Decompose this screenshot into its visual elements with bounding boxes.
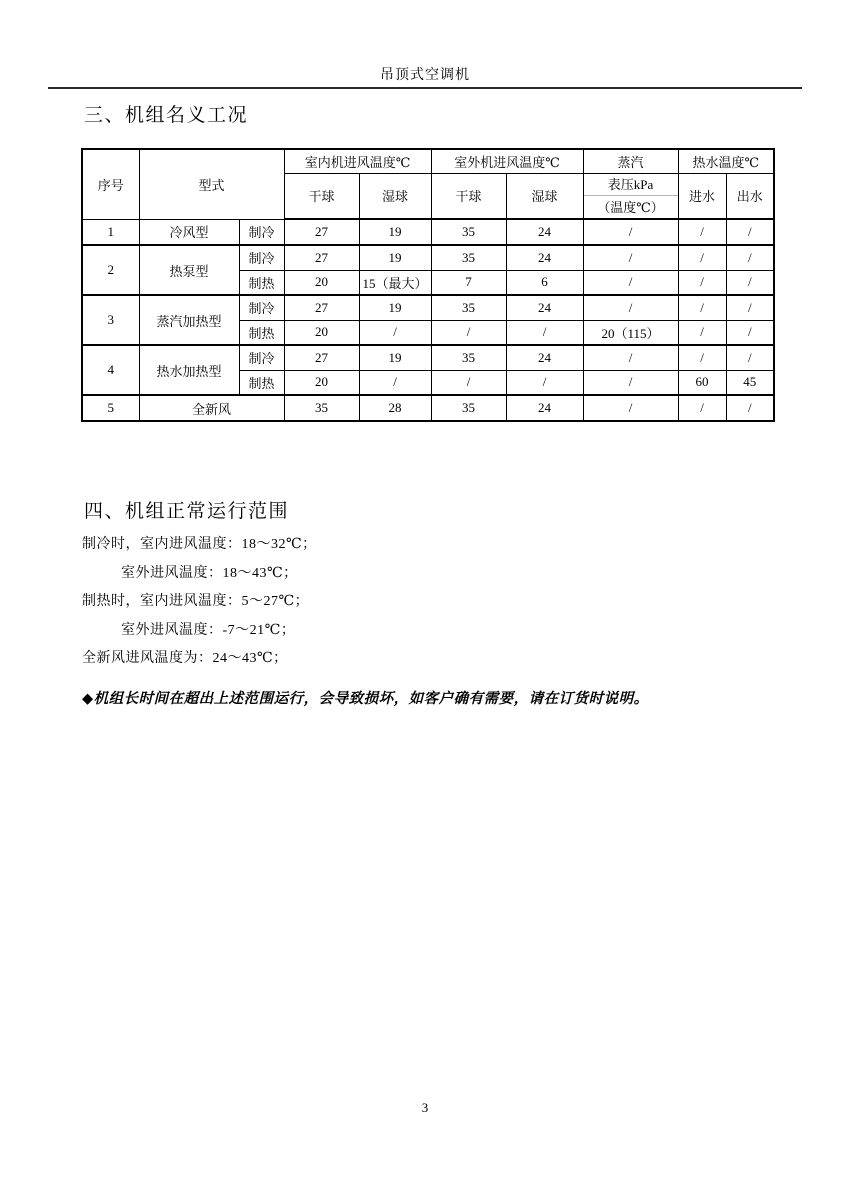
value-cell: 35 xyxy=(431,295,506,320)
value-cell: 19 xyxy=(359,295,431,320)
serial-cell: 1 xyxy=(82,219,139,245)
steam-subheader xyxy=(584,174,678,217)
col-header-indoor-temp: 室内机进风温度℃ xyxy=(284,149,431,173)
value-cell: 20 xyxy=(284,370,359,395)
model-cell: 冷风型 xyxy=(139,219,239,245)
table-row xyxy=(82,245,774,270)
value-cell: 60 xyxy=(678,370,726,395)
value-cell: 45 xyxy=(726,370,774,395)
value-cell: 20 xyxy=(284,320,359,345)
col-header-steam-pressure: 表压kPa xyxy=(584,174,678,196)
table-row xyxy=(82,219,774,245)
value-cell: 27 xyxy=(284,345,359,370)
section-nominal-heading: 三、机组名义工况 xyxy=(84,105,249,126)
col-header-water-inlet: 进水 xyxy=(678,173,726,219)
model-cell: 蒸汽加热型 xyxy=(139,295,239,345)
value-cell: / xyxy=(583,295,678,320)
range-line-fresh-air: 全新风进风温度为：24～43℃； xyxy=(82,651,288,666)
value-cell: / xyxy=(359,320,431,345)
value-cell: / xyxy=(583,219,678,245)
value-cell: / xyxy=(678,219,726,245)
mode-cell: 制冷 xyxy=(239,295,284,320)
mode-cell: 制冷 xyxy=(239,345,284,370)
value-cell: / xyxy=(678,270,726,295)
operating-range-lines xyxy=(82,531,317,674)
serial-cell: 5 xyxy=(82,395,139,421)
value-cell: 19 xyxy=(359,245,431,270)
value-cell: / xyxy=(583,370,678,395)
value-cell: 6 xyxy=(506,270,583,295)
value-cell: 20（115） xyxy=(583,320,678,345)
value-cell: 35 xyxy=(431,395,506,421)
col-header-model: 型式 xyxy=(139,149,284,219)
value-cell: / xyxy=(726,270,774,295)
value-cell: 24 xyxy=(506,219,583,245)
table-row xyxy=(82,345,774,370)
model-cell: 全新风 xyxy=(139,395,284,421)
col-header-dry-bulb-indoor: 干球 xyxy=(284,173,359,219)
mode-cell: 制热 xyxy=(239,320,284,345)
nominal-conditions-table-wrap xyxy=(81,148,775,422)
value-cell: / xyxy=(726,395,774,421)
value-cell: / xyxy=(583,245,678,270)
value-cell: / xyxy=(726,219,774,245)
mode-cell: 制冷 xyxy=(239,219,284,245)
value-cell: / xyxy=(583,395,678,421)
range-line-cooling-outdoor: 室外进风温度：18～43℃； xyxy=(121,565,298,581)
value-cell: / xyxy=(678,395,726,421)
value-cell: / xyxy=(726,320,774,345)
serial-cell: 3 xyxy=(82,295,139,345)
value-cell: / xyxy=(359,370,431,395)
mode-cell: 制冷 xyxy=(239,245,284,270)
header-rule xyxy=(48,87,802,89)
col-header-water-outlet: 出水 xyxy=(726,173,774,219)
serial-cell: 4 xyxy=(82,345,139,395)
value-cell: 27 xyxy=(284,295,359,320)
value-cell: 19 xyxy=(359,345,431,370)
value-cell: / xyxy=(431,370,506,395)
section-range-heading: 四、机组正常运行范围 xyxy=(84,501,290,522)
value-cell: 24 xyxy=(506,395,583,421)
value-cell: 19 xyxy=(359,219,431,245)
value-cell: 20 xyxy=(284,270,359,295)
col-header-steam: 蒸汽 xyxy=(583,149,678,173)
col-header-steam-temp: （温度℃） xyxy=(597,200,664,216)
mode-cell: 制热 xyxy=(239,370,284,395)
value-cell: 28 xyxy=(359,395,431,421)
table-row xyxy=(82,395,774,421)
value-cell: / xyxy=(678,295,726,320)
col-header-outdoor-temp: 室外机进风温度℃ xyxy=(431,149,583,173)
value-cell: 35 xyxy=(431,245,506,270)
col-header-steam-sub xyxy=(583,173,678,219)
value-cell: / xyxy=(726,295,774,320)
model-cell: 热水加热型 xyxy=(139,345,239,395)
col-header-dry-bulb-outdoor: 干球 xyxy=(431,173,506,219)
value-cell: / xyxy=(726,245,774,270)
table-row xyxy=(82,295,774,320)
value-cell: / xyxy=(506,320,583,345)
value-cell: 7 xyxy=(431,270,506,295)
model-cell: 热泵型 xyxy=(139,245,239,295)
value-cell: 35 xyxy=(431,345,506,370)
page-number: 3 xyxy=(421,1100,429,1115)
value-cell: / xyxy=(726,345,774,370)
range-line-cooling-indoor: 制冷时，室内进风温度：18～32℃； xyxy=(82,537,317,552)
value-cell: / xyxy=(431,320,506,345)
value-cell: / xyxy=(506,370,583,395)
table-header-row-groups xyxy=(82,149,774,173)
value-cell: 24 xyxy=(506,345,583,370)
value-cell: / xyxy=(678,320,726,345)
serial-cell: 2 xyxy=(82,245,139,295)
page-header-title: 吊顶式空调机 xyxy=(380,68,470,83)
value-cell: 24 xyxy=(506,245,583,270)
value-cell: / xyxy=(678,345,726,370)
value-cell: 35 xyxy=(284,395,359,421)
value-cell: 24 xyxy=(506,295,583,320)
warning-note: ◆机组长时间在超出上述范围运行，会导致损坏，如客户确有需要，请在订货时说明。 xyxy=(82,691,649,707)
value-cell: 27 xyxy=(284,245,359,270)
col-header-hot-water: 热水温度℃ xyxy=(678,149,774,173)
range-line-heating-outdoor: 室外进风温度：-7～21℃； xyxy=(121,622,296,638)
nominal-conditions-table xyxy=(81,148,775,422)
mode-cell: 制热 xyxy=(239,270,284,295)
value-cell: 27 xyxy=(284,219,359,245)
value-cell: / xyxy=(678,245,726,270)
value-cell: / xyxy=(583,270,678,295)
col-header-serial: 序号 xyxy=(82,149,139,219)
col-header-wet-bulb-outdoor: 湿球 xyxy=(506,173,583,219)
value-cell: 35 xyxy=(431,219,506,245)
value-cell: 15（最大） xyxy=(359,270,431,295)
range-line-heating-indoor: 制热时，室内进风温度：5～27℃； xyxy=(82,594,310,609)
col-header-wet-bulb-indoor: 湿球 xyxy=(359,173,431,219)
value-cell: / xyxy=(583,345,678,370)
